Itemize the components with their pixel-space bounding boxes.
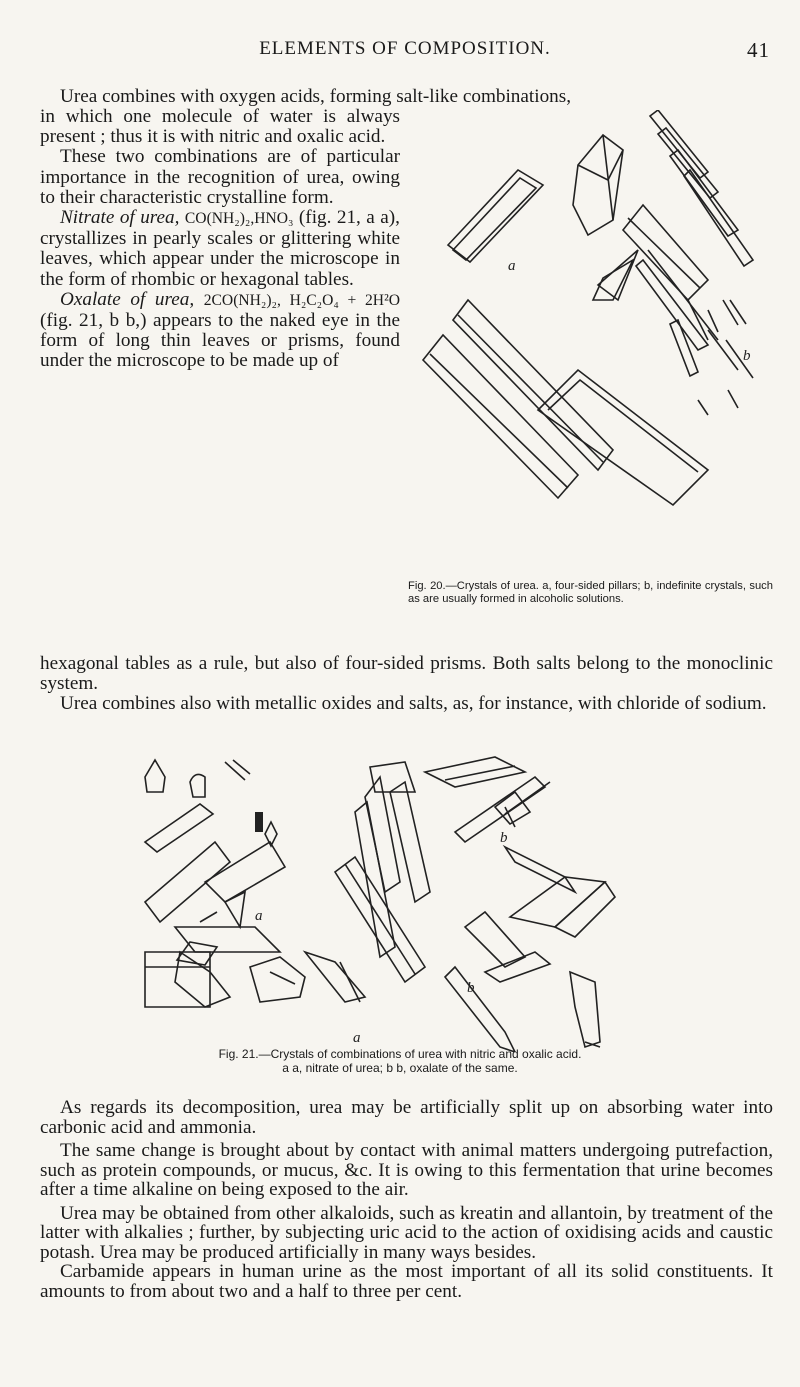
figure-21-caption-line-1: Fig. 21.—Crystals of combinations of urea with nitric and oxalic acid.: [218, 1047, 582, 1061]
page-number: 41: [747, 38, 770, 62]
text-after-figure-21: [40, 1098, 773, 1301]
paragraph-4-continued: hexagonal tables as a rule, but also of four-sided prisms. Both salts belong to the monoclinic system.: [40, 653, 773, 695]
figure-20-pillar-a: [448, 170, 543, 274]
oxalate-formula: 2CO(NH₂)₂, H₂C₂O₄ + 2H²O: [203, 291, 401, 309]
figure-21-label-a1: a: [255, 908, 263, 924]
figure-21: [105, 752, 725, 1052]
figure-21-caption-line-2: a a, nitrate of urea; b b, oxalate of the same.: [282, 1061, 518, 1075]
paragraph-2: These two combinations are of particular importance in the recognition of urea, owing to their characteristic crystalline form.: [40, 146, 400, 208]
figure-20-label-b: b: [743, 348, 751, 364]
paragraph-9: Carbamide appears in human urine as the most important of all its solid constituents. It amounts to from about two and a half to three per cent.: [40, 1261, 773, 1302]
text-after-figure-20: [40, 654, 773, 715]
paragraph-7: The same change is brought about by contact with animal matters undergoing putrefaction, such as protein compounds, or mucus, &c. It is owing to this fermentation that urine becomes after a time alkaline on being exposed to the air.: [40, 1140, 773, 1200]
oxalate-label: Oxalate of urea,: [60, 288, 195, 310]
figure-20-prism: [573, 135, 623, 235]
figure-21-oxalate-crystals: [335, 757, 615, 1052]
nitrate-formula: CO(NH₂)₂,HNO₃: [184, 210, 294, 228]
paragraph-4: [40, 290, 400, 372]
paragraph-4-rest: (fig. 21, b b,) appears to the naked eye in the form of long thin leaves or prisms, found under the microscope to be made up of: [40, 310, 400, 372]
figure-21-drawing: [105, 752, 725, 1052]
running-title: ELEMENTS OF COMPOSITION.: [259, 38, 551, 59]
wrapped-text-column: [40, 107, 400, 372]
paragraph-1-first-line: Urea combines with oxygen acids, forming salt-like combinations,: [60, 86, 572, 107]
figure-21-label-a2: a: [353, 1030, 361, 1046]
figure-20-drawing: [408, 110, 773, 580]
figure-21-label-b2: b: [467, 980, 475, 996]
figure-21-caption: [80, 1047, 720, 1075]
paragraph-8: Urea may be obtained from other alkaloids, such as kreatin and allantoin, by treatment of the latter with alkalies ; further, by subjecting uric acid to the action of oxidising acids and caustic potash. Urea may be produced artificially in many ways besides.: [40, 1202, 773, 1263]
page-header: [40, 38, 770, 68]
paragraph-6: As regards its decomposition, urea may be artificially split up on absorbing water into carbonic acid and ammonia.: [40, 1097, 773, 1138]
paragraph-3: [40, 208, 400, 290]
paragraph-5: Urea combines also with metallic oxides and salts, as, for instance, with chloride of sodium.: [60, 693, 767, 715]
paragraph-1-rest: in which one molecule of water is always present ; thus it is with nitric and oxalic acid.: [40, 106, 400, 148]
figure-21-label-b1: b: [500, 830, 508, 846]
figure-20: [408, 110, 773, 610]
figure-21-nitrate-crystals: [145, 760, 365, 1046]
figure-20-caption: Fig. 20.—Crystals of urea. a, four-sided pillars; b, indefinite crystals, such as are usually formed in alcoholic solutions.: [408, 580, 773, 605]
nitrate-label: Nitrate of urea,: [60, 207, 180, 229]
figure-20-long-prisms: [423, 205, 751, 505]
paragraph-3-rest: (fig. 21, a a), crystallizes in pearly scales or glittering white leaves, which appear under the microscope in the form of rhombic or hexagonal tables.: [40, 207, 400, 290]
figure-20-label-a: a: [508, 258, 516, 274]
